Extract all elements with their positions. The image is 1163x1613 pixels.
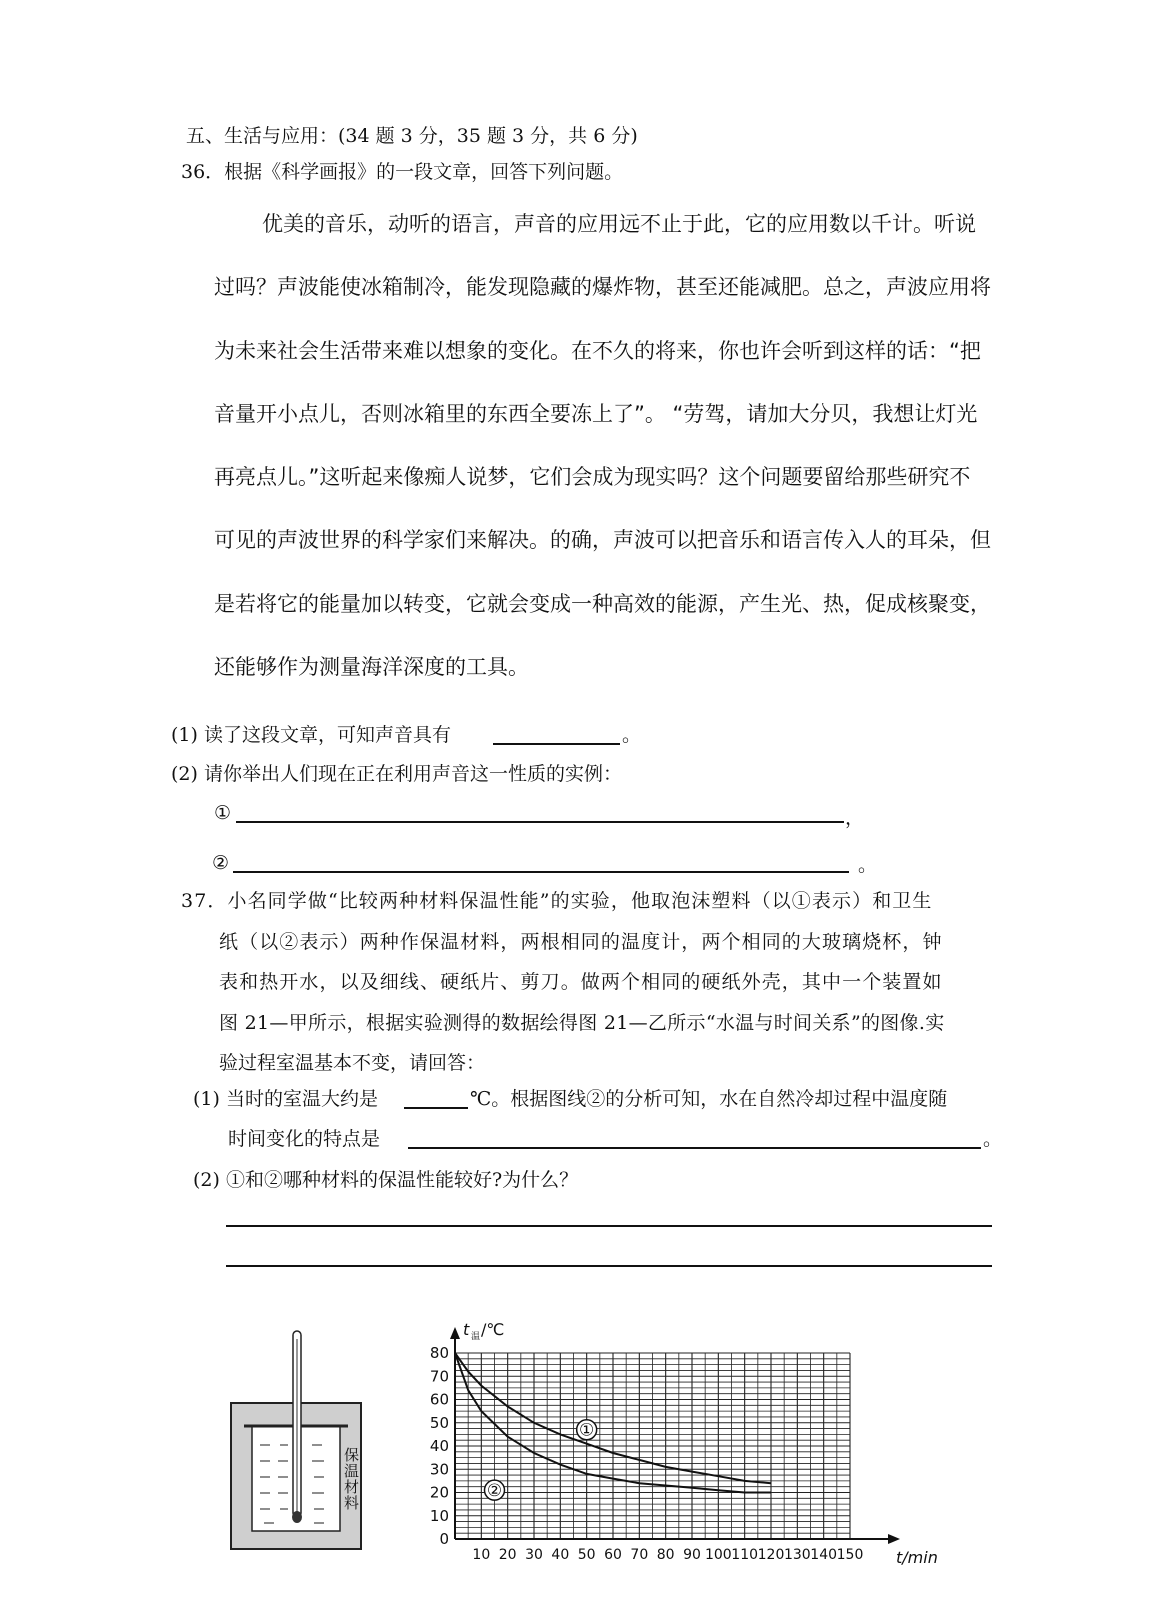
q37-answer-line-1[interactable] [226, 1225, 992, 1227]
thermometer-icon [292, 1331, 302, 1523]
passage-line: 再亮点儿。”这听起来像痴人说梦，它们会成为现实吗？这个问题要留给那些研究不 [214, 465, 971, 489]
q37-trend-blank[interactable] [408, 1147, 981, 1149]
y-tick-label: 70 [429, 1367, 449, 1386]
q36-item1-blank[interactable] [236, 821, 844, 823]
q36-item1-end: ， [845, 807, 865, 829]
q37-line: 纸（以②表示）两种作保温材料，两根相同的温度计，两个相同的大玻璃烧杯，钟 [219, 931, 943, 953]
series-label: ② [486, 1481, 503, 1502]
section-heading: 五、生活与应用：(34 题 3 分，35 题 3 分，共 6 分) [186, 125, 638, 147]
q37-sub1-b: ℃。根据图线②的分析可知，水在自然冷却过程中温度随 [470, 1088, 948, 1110]
q37-line: 图 21—甲所示，根据实验测得的数据绘得图 21—乙所示“水温与时间关系”的图像.实 [219, 1012, 945, 1034]
x-tick-label: 50 [577, 1547, 596, 1563]
y-tick-label: 10 [429, 1506, 449, 1525]
passage-line: 过吗？声波能使冰箱制冷，能发现隐藏的爆炸物，甚至还能减肥。总之，声波应用将 [214, 275, 991, 299]
q37-sub1-end: 。 [983, 1128, 1003, 1150]
insulation-label: 保温材料 [342, 1447, 360, 1511]
y-tick-label: 50 [429, 1413, 449, 1432]
x-tick-label: 40 [551, 1547, 570, 1563]
q37-line: 验过程室温基本不变，请回答： [219, 1052, 486, 1074]
x-tick-label: 110 [731, 1547, 759, 1563]
x-tick-label: 10 [472, 1547, 491, 1563]
x-axis-arrow [888, 1534, 900, 1544]
y-axis-label-unit: /℃ [481, 1320, 505, 1339]
x-tick-label: 60 [604, 1547, 622, 1563]
x-tick-label: 120 [757, 1547, 785, 1563]
y-axis-label-subscript: 温 [471, 1332, 481, 1342]
x-tick-label: 30 [525, 1547, 543, 1563]
passage-line: 可见的声波世界的科学家们来解决。的确，声波可以把音乐和语言传入人的耳朵，但 [214, 528, 991, 552]
q36-sub2: (2) 请你举出人们现在正在利用声音这一性质的实例： [171, 763, 622, 785]
q37-line: 表和热开水，以及细线、硬纸片、剪刀。做两个相同的硬纸外壳，其中一个装置如 [219, 971, 943, 993]
x-axis-label: t/min [896, 1548, 938, 1567]
q37-line: 37．小名同学做“比较两种材料保温性能”的实验，他取泡沫塑料（以①表示）和卫生 [181, 890, 933, 912]
q37-answer-line-2[interactable] [226, 1265, 992, 1267]
x-tick-label: 90 [683, 1547, 701, 1563]
y-tick-label: 40 [429, 1437, 449, 1455]
q36-item1-mark: ① [214, 802, 232, 824]
passage-line: 为未来社会生活带来难以想象的变化。在不久的将来，你也许会听到这样的话：“把 [214, 339, 981, 363]
series-label: ① [579, 1420, 595, 1441]
y-axis-label: t [463, 1320, 470, 1339]
q36-sub1-blank[interactable] [493, 743, 620, 745]
q36-stem: 36．根据《科学画报》的一段文章，回答下列问题。 [181, 161, 624, 183]
q37-sub1-c: 时间变化的特点是 [228, 1128, 381, 1150]
q37-room-temp-blank[interactable] [404, 1107, 468, 1109]
q36-sub1: (1) 读了这段文章，可知声音具有 [171, 724, 451, 746]
passage-line: 是若将它的能量加以转变，它就会变成一种高效的能源，产生光、热，促成核聚变， [214, 592, 991, 616]
q36-sub1-end: 。 [622, 724, 642, 746]
q37-sub2: (2) ①和②哪种材料的保温性能较好?为什么？ [193, 1169, 579, 1191]
x-tick-label: 80 [656, 1547, 675, 1563]
x-tick-label: 20 [498, 1547, 517, 1563]
x-tick-label: 70 [630, 1547, 649, 1563]
passage-line: 音量开小点儿，否则冰箱里的东西全要冻上了”。 “劳驾，请加大分贝，我想让灯光 [214, 402, 978, 426]
y-tick-label: 60 [429, 1390, 449, 1409]
y-tick-label: 0 [439, 1530, 449, 1548]
apparatus-figure [228, 1325, 364, 1553]
q36-item2-end: 。 [858, 854, 878, 876]
x-tick-label: 130 [783, 1547, 811, 1563]
y-axis-arrow [450, 1327, 460, 1339]
x-tick-label: 100 [704, 1547, 732, 1563]
y-tick-label: 30 [429, 1460, 449, 1479]
q36-item2-blank[interactable] [233, 871, 849, 873]
x-tick-label: 150 [836, 1547, 864, 1563]
temperature-time-chart [425, 1315, 938, 1583]
q36-item2-mark: ② [212, 852, 230, 874]
y-tick-label: 80 [429, 1344, 449, 1362]
x-tick-label: 140 [810, 1547, 838, 1563]
passage-line: 优美的音乐，动听的语言，声音的应用远不止于此，它的应用数以千计。听说 [262, 212, 976, 236]
q37-sub1-a: (1) 当时的室温大约是 [193, 1088, 378, 1110]
y-tick-label: 20 [429, 1483, 449, 1502]
passage-line: 还能够作为测量海洋深度的工具。 [214, 655, 529, 679]
